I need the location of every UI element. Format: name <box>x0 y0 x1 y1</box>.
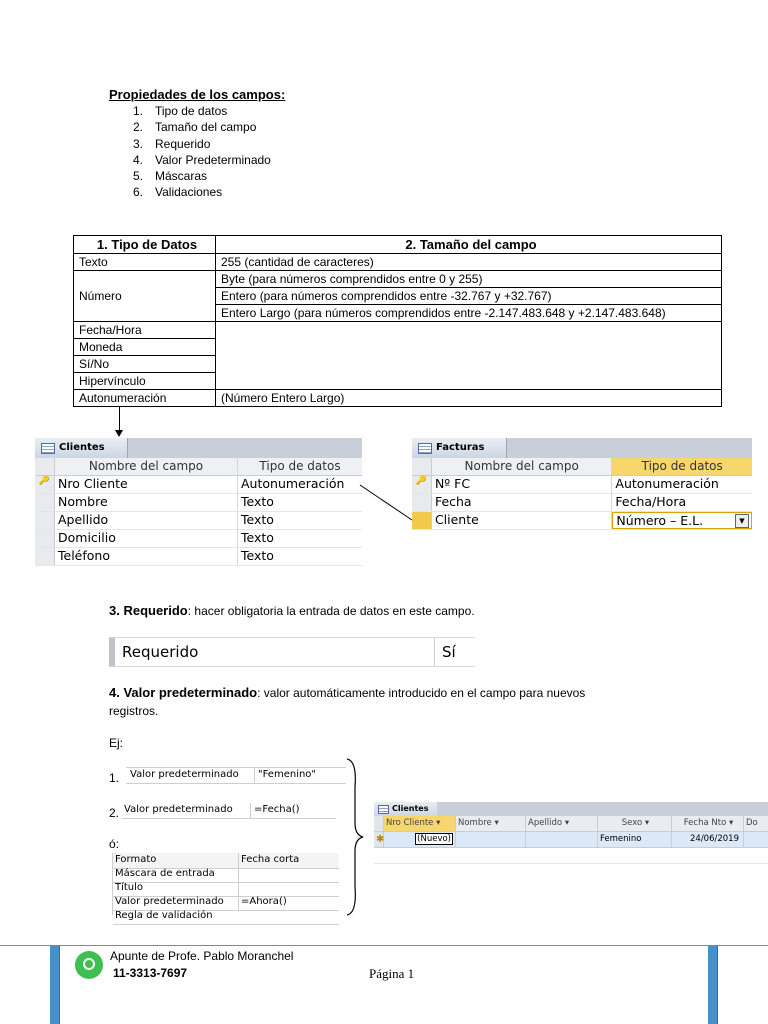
list-item: 2. Tamaño del campo <box>133 120 257 135</box>
list-item: 4. Valor Predeterminado <box>133 152 271 167</box>
page-number: Página 1 <box>369 966 415 981</box>
new-record-icon: ✱ <box>376 834 385 845</box>
column-header[interactable]: Apellido ▾ <box>526 816 598 831</box>
footer-author: Apunte de Profe. Pablo Moranchel <box>110 949 294 963</box>
list-item: 1. Tipo de datos <box>133 104 228 118</box>
footer-left-bar <box>50 946 60 1024</box>
table-row: Número Byte (para números comprendidos entre 0 y 255) <box>74 271 722 288</box>
list-item: 5. Máscaras <box>133 169 208 184</box>
list-item: 3. Requerido <box>133 136 211 151</box>
tab-clientes-datasheet[interactable]: Clientes <box>374 802 437 816</box>
data-types-table <box>73 235 722 407</box>
brace-shape <box>343 757 365 917</box>
table-row[interactable]: 🔑 Nro Cliente Autonumeración <box>35 476 362 494</box>
column-header[interactable]: Fecha Nto ▾ <box>672 816 744 831</box>
column-header-tipo: Tipo de datos <box>259 459 341 473</box>
page-heading: Propiedades de los campos: <box>109 87 286 102</box>
column-header-nombre: Nombre del campo <box>432 458 612 475</box>
table-row[interactable]: Fecha Fecha/Hora <box>412 494 752 512</box>
column-header[interactable]: Nro Cliente ▾ <box>384 816 456 831</box>
key-icon: 🔑 <box>35 476 55 493</box>
footer-right-bar <box>708 946 718 1024</box>
table-header-tamano: 2. Tamaño del campo <box>216 236 722 254</box>
table-row: Fecha/Hora <box>74 322 722 339</box>
table-row: Texto 255 (cantidad de caracteres) <box>74 254 722 271</box>
arrow-down-icon <box>115 430 123 437</box>
requerido-field: Requerido Sí <box>109 637 475 667</box>
facturas-design-grid <box>412 438 752 534</box>
key-icon: 🔑 <box>412 476 432 493</box>
data-type-select[interactable]: Número – E.L. ▼ <box>612 512 752 529</box>
requerido-paragraph: 3. Requerido: hacer obligatoria la entrada de datos en este campo. <box>109 603 475 618</box>
table-row: Entero (para números comprendidos entre -32.767 y +32.767) <box>74 288 722 305</box>
table-row[interactable]: ✱ (Nuevo) Femenino 24/06/2019 <box>374 832 768 848</box>
table-row: Sí/No <box>74 356 722 373</box>
table-icon <box>418 443 432 454</box>
ej-label: Ej: <box>109 736 124 750</box>
dropdown-arrow-icon[interactable]: ▼ <box>735 514 749 528</box>
properties-list <box>133 103 271 201</box>
table-icon <box>41 443 55 454</box>
column-header[interactable]: Nombre ▾ <box>456 816 526 831</box>
example-1-field: Valor predeterminado "Femenino" <box>126 767 346 784</box>
field-properties-panel: Formato Fecha corta Máscara de entrada Título Valor predeterminado =Ahora() Regla de validación <box>112 853 339 915</box>
table-icon <box>378 805 389 814</box>
table-row: Hipervínculo <box>74 373 722 390</box>
relation-line <box>360 483 415 523</box>
whatsapp-icon <box>75 951 103 979</box>
table-row[interactable]: Apellido Texto <box>35 512 362 530</box>
table-row[interactable]: Domicilio Texto <box>35 530 362 548</box>
column-header[interactable]: Sexo ▾ <box>598 816 672 831</box>
table-row[interactable]: Cliente Número – E.L. ▼ <box>412 512 752 530</box>
valor-paragraph: 4. Valor predeterminado: valor automáticamente introducido en el campo para nuevos registros. <box>109 685 586 718</box>
column-header-tipo: Tipo de datos <box>612 458 752 475</box>
tab-facturas[interactable]: Facturas <box>412 438 507 458</box>
column-header-nombre: Nombre del campo <box>55 458 238 475</box>
column-header[interactable]: Do <box>746 818 758 828</box>
table-row[interactable]: 🔑 Nº FC Autonumeración <box>412 476 752 494</box>
clientes-datasheet <box>374 802 768 876</box>
table-header-tipo: 1. Tipo de Datos <box>74 236 216 254</box>
example-2-field: Valor predeterminado =Fecha() <box>122 803 336 819</box>
table-row[interactable]: Nombre Texto <box>35 494 362 512</box>
footer-phone: 11-3313-7697 <box>113 966 188 980</box>
table-row: Entero Largo (para números comprendidos entre -2.147.483.648 y +2.147.483.648) <box>74 305 722 322</box>
list-item: 6. Validaciones <box>133 185 223 200</box>
table-row[interactable]: Teléfono Texto <box>35 548 362 566</box>
footer-divider <box>0 945 768 946</box>
table-row: Autonumeración (Número Entero Largo) <box>74 390 722 407</box>
tab-clientes[interactable]: Clientes <box>35 438 128 458</box>
table-row: Moneda <box>74 339 722 356</box>
clientes-design-grid <box>35 438 362 566</box>
